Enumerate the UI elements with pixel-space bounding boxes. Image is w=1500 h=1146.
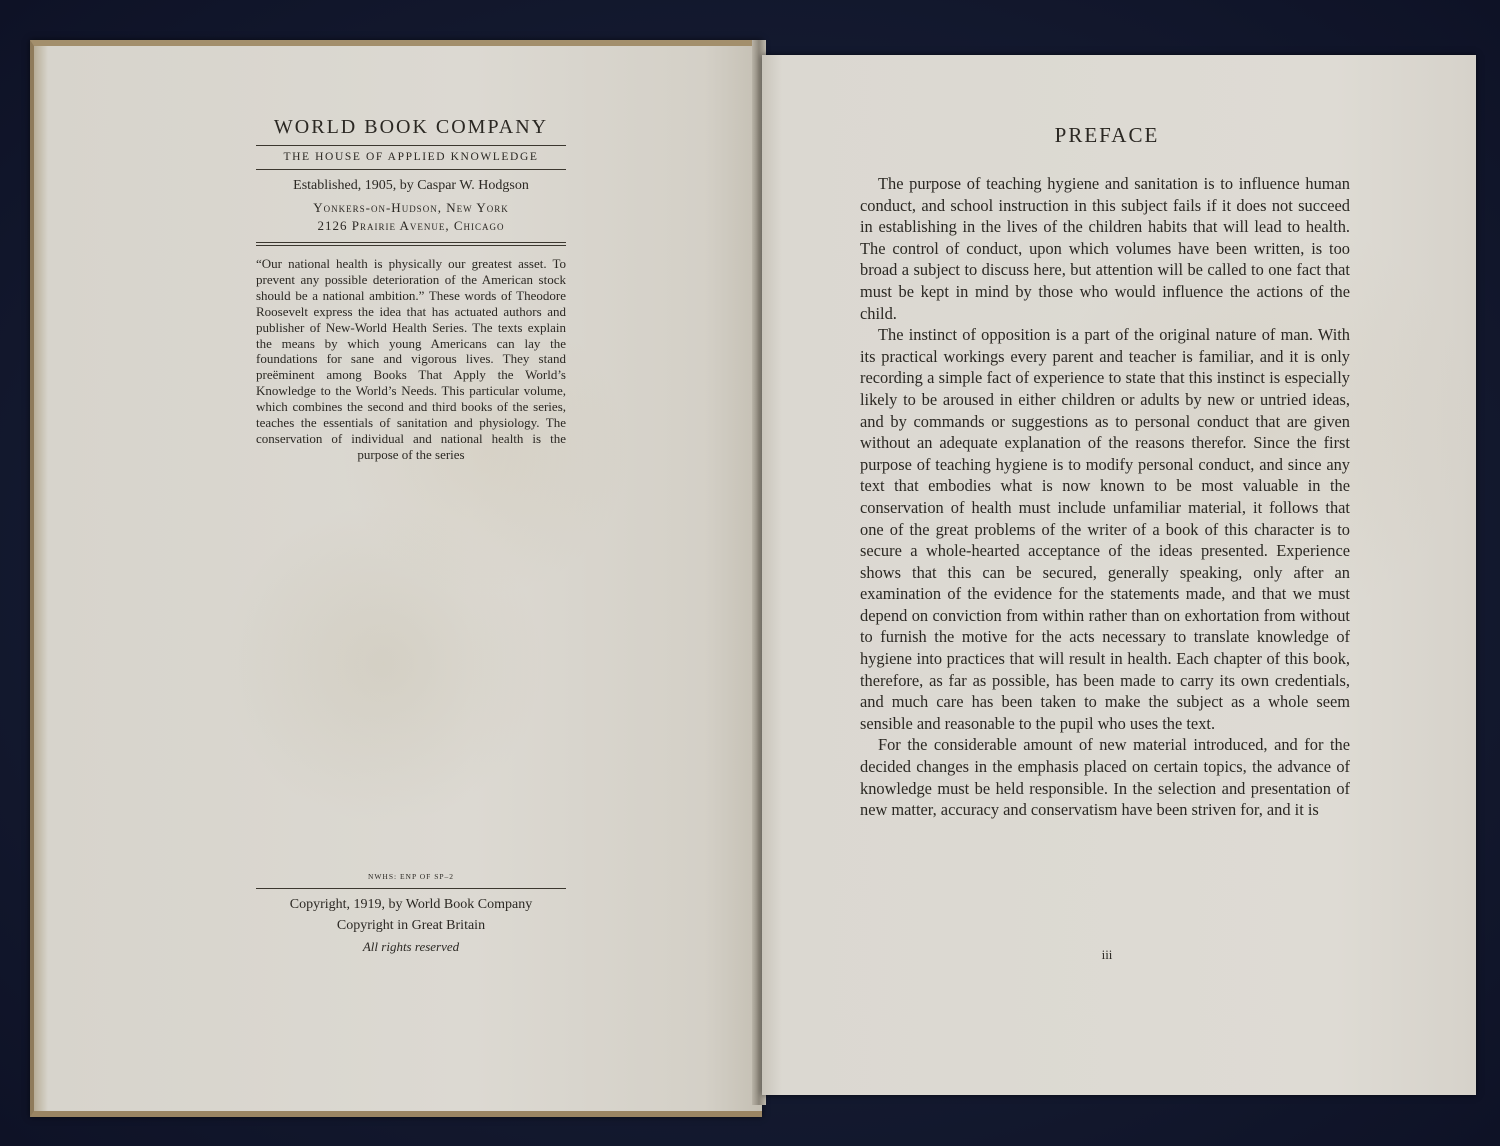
preface-paragraph: The instinct of opposition is a part of the original nature of man. With its practical workings every parent and teacher is familiar, and it is only recording a simple fact of experience to state that this instinct is especially likely to be aroused in either children or adults by new or untried ideas, and by commands or suggestions as to personal conduct that are given without an adequate explanation of the reasons therefor. Since the first purpose of teaching hygiene is to modify personal conduct, and since any text that embodies what is now known to be most valuable in the conservation of health must include unfamiliar material, it follows that one of the great problems of the writer of a book of this character is to secure a whole-hearted acceptance of the ideas presented. Experience shows that this can be secured, generally speaking, only after an examination of the evidence for the statements made, and that we must depend on conviction from within rather than on exhortation from without to furnish the motive for the acts necessary to translate knowledge of hygiene into practices that will result in health. Each chapter of this book, therefore, as far as possible, has been made to carry its own credentials, and much care has been taken to make the subject as a whole seem sensible and reasonable to the pupil who uses the text. (860, 325, 1350, 733)
divider (256, 242, 566, 246)
right-page (762, 55, 1476, 1095)
series-blurb: “Our national health is physically our greatest asset. To prevent any possible deterioration of the American stock should be a national ambition.” These words of Theodore Roosevelt express the idea that has actuated authors and publisher of New-World Health Series. The texts explain the means by which young Americans can lay the foundations for sane and vigorous lives. They stand preëminent among Books That Apply the World’s Knowledge to the World’s Needs. This particular volume, which combines the second and third books of the series, teaches the essentials of sanitation and physiology. The conservation of individual and national health is the purpose of the series (256, 256, 566, 462)
address-chicago: 2126 Prairie Avenue, Chicago (317, 218, 505, 233)
left-page (30, 40, 762, 1117)
page-number: iii (1101, 947, 1113, 962)
publisher-tagline: THE HOUSE OF APPLIED KNOWLEDGE (256, 146, 566, 170)
preface-paragraph: For the considerable amount of new material introduced, and for the decided changes in the emphasis placed on certain topics, the advance of knowledge must be held responsible. In the selection and presentation of new matter, accuracy and conservatism have been striven for, and it is (860, 735, 1350, 820)
publisher-imprint (256, 116, 566, 463)
copyright-gb-line: Copyright in Great Britain (336, 918, 486, 933)
preface-paragraph: The purpose of teaching hygiene and sanitation is to influence human conduct, and school instruction in this subject fails if it does not succeed in establishing in the lives of the children habits that will lead to health. The control of conduct, upon which volumes have been written, is too broad a subject to discuss here, but attention will be called to one fact that must be kept in mind by those who would influence the actions of the child. (860, 174, 1350, 323)
address-yonkers: Yonkers-on-Hudson, New York (313, 200, 509, 215)
established-line: Established, 1905, by Caspar W. Hodgson (293, 178, 529, 193)
preface-body (860, 173, 1350, 821)
preface-title: PREFACE (1054, 123, 1160, 147)
series-code: NWHS: ENP OF SP–2 (367, 872, 455, 881)
publisher-name: WORLD BOOK COMPANY (256, 116, 566, 146)
copyright-line: Copyright, 1919, by World Book Company (289, 897, 533, 912)
copyright-block (256, 888, 566, 959)
rights-line: All rights reserved (362, 939, 460, 954)
